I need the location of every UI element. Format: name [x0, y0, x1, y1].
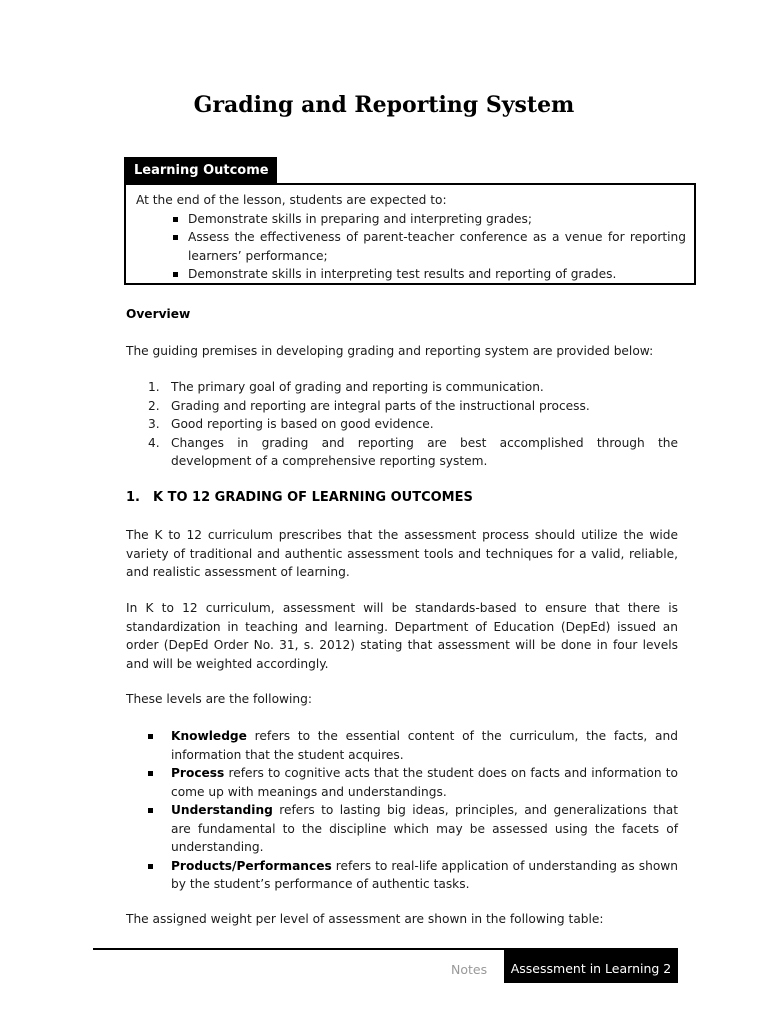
level-item [126, 727, 678, 764]
premise-item [126, 434, 678, 471]
levels-intro: These levels are the following: [126, 692, 312, 706]
level-item [126, 801, 678, 857]
premise-number: 3. [148, 417, 160, 431]
level-term: Products/Performances [171, 858, 332, 873]
level-term: Understanding [171, 803, 273, 817]
section-number: 1. [126, 490, 140, 505]
level-item [126, 857, 678, 894]
level-description: refers to the essential content of the curriculum, the facts, and information that the student acquires. [171, 729, 678, 762]
premise-item [126, 415, 678, 434]
learning-outcome-list [136, 210, 686, 284]
overview-intro: The guiding premises in developing grading and reporting system are provided below: [126, 344, 654, 358]
premise-number: 1. [148, 380, 160, 394]
learning-outcome-item: Demonstrate skills in preparing and interpreting grades; [136, 210, 686, 229]
levels-list [126, 727, 678, 894]
section-paragraph: The K to 12 curriculum prescribes that the assessment process should utilize the wide variety of traditional and authentic assessment tools and techniques for a valid, reliable, and realistic assessment of learning. [126, 528, 678, 579]
premise-text: Grading and reporting are integral parts of the instructional process. [171, 398, 590, 413]
page-title: Grading and Reporting System [193, 92, 575, 118]
section-title: K TO 12 GRADING OF LEARNING OUTCOMES [153, 490, 473, 505]
table-intro: The assigned weight per level of assessment are shown in the following table: [126, 912, 604, 926]
footer-notes-label: Notes [451, 962, 488, 977]
premise-text: Changes in grading and reporting are best accomplished through the development of a comprehensive reporting system. [171, 435, 678, 468]
premises-list [126, 378, 678, 471]
premise-text: Good reporting is based on good evidence. [171, 417, 434, 431]
section-heading [126, 489, 678, 508]
level-description: refers to lasting big ideas, principles, and generalizations that are fundamental to the discipline which may be assessed using the facets of understanding. [171, 803, 678, 854]
learning-outcome-item: Demonstrate skills in interpreting test results and reporting of grades. [136, 265, 686, 284]
overview-heading: Overview [126, 307, 191, 321]
level-description: refers to real-life application of understanding as shown by the student’s performance of authentic tasks. [171, 858, 678, 891]
premise-item [126, 378, 678, 397]
level-term: Process [171, 766, 225, 780]
footer-course-label: Assessment in Learning 2 [504, 950, 678, 983]
premise-number: 4. [148, 435, 160, 450]
premise-text: The primary goal of grading and reporting is communication. [171, 380, 544, 394]
section-paragraph: In K to 12 curriculum, assessment will be standards-based to ensure that there is standardization in teaching and learning. Department of Education (DepEd) issued an order (DepEd Order No. 31, s. 2012) stating that assessment will be done in four levels and will be weighted accordingly. [126, 601, 678, 671]
premise-number: 2. [148, 398, 160, 413]
level-description: refers to cognitive acts that the student does on facts and information to come up with meanings and understandings. [171, 766, 678, 799]
learning-outcome-box [124, 183, 696, 285]
premise-item [126, 397, 678, 416]
level-term: Knowledge [171, 729, 247, 743]
learning-outcome-item: Assess the effectiveness of parent-teacher conference as a venue for reporting learners’ performance; [136, 228, 686, 265]
learning-outcome-intro: At the end of the lesson, students are expected to: [136, 193, 447, 207]
level-item [126, 764, 678, 801]
learning-outcome-tab: Learning Outcome [124, 157, 277, 184]
